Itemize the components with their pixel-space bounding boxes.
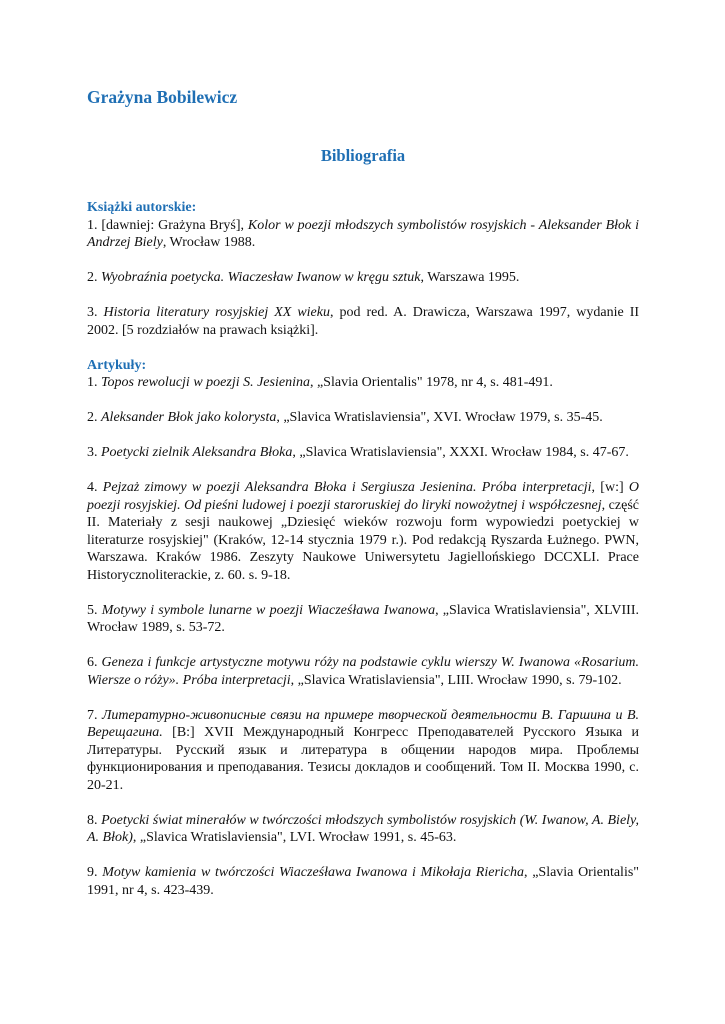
articles-heading: Artykuły: (87, 357, 147, 373)
articles-list (87, 374, 639, 899)
article-entry: 8. Poetycki świat minerałów w twórczości młodszych symbolistów rosyjskich (W. Iwanow, A. Biely, A. Błok), „Slavica Wratislaviensia", LVI. Wrocław 1991, s. 45-63. (87, 812, 639, 845)
book-entry: 2. Wyobraźnia poetycka. Wiaczesław Iwanow w kręgu sztuk, Warszawa 1995. (87, 270, 520, 285)
article-entry: 4. Pejzaż zimowy w poezji Aleksandra Błoka i Sergiusza Jesienina. Próba interpretacji, [w:] O poezji rosyjskiej. Od pieśni ludowej i poezji staroruskiej do liryki nowożytnej i współczesnej, część II. Materiały z sesji naukowej „Dziesięć wieków rozwoju form wypowiedzi poetyckiej w literaturze rosyjskiej" (Kraków, 12-14 stycznia 1979 r.). Pod redakcją Ryszarda Łużnego. PWN, Warszawa. Kraków 1986. Zeszyty Naukowe Uniwersytetu Jagiellońskiego DCCXLI. Prace Historycznoliterackie, z. 60. s. 9-18. (87, 480, 640, 583)
document-page (87, 86, 640, 898)
article-entry: 6. Geneza i funkcje artystyczne motywu róży na podstawie cyklu wierszy W. Iwanowa «Rosarium. Wiersze o róży». Próba interpretacji, „Slavica Wratislaviensia", LIII. Wrocław 1990, s. 79-102. (87, 655, 639, 688)
books-heading: Książki autorskie: (87, 200, 197, 215)
book-entry: 1. [dawniej: Grażyna Bryś], Kolor w poezji młodszych symbolistów rosyjskich - Aleksander Błok i Andrzej Biely, Wrocław 1988. (87, 217, 639, 250)
author-name: Grażyna Bobilewicz (87, 87, 238, 107)
book-entry: 3. Historia literatury rosyjskiej XX wieku, pod red. A. Drawicza, Warszawa 1997, wydanie II 2002. [5 rozdziałów na prawach książki]. (87, 305, 640, 338)
books-list (87, 217, 639, 340)
article-entry: 3. Poetycki zielnik Aleksandra Błoka, „Slavica Wratislaviensia", XXXI. Wrocław 1984, s. 47-67. (87, 445, 629, 460)
article-entry: 1. Topos rewolucji w poezji S. Jesienina, „Slavia Orientalis" 1978, nr 4, s. 481-491. (87, 375, 553, 390)
article-entry: 5. Motywy i symbole lunarne w poezji Wiacześława Iwanowa, „Slavica Wratislaviensia", XLVIII. Wrocław 1989, s. 53-72. (87, 602, 640, 635)
article-entry: 7. Литературно-живописные связи на примере творческой деятельности В. Гаршина и В. Верещагина. [В:] XVII Международный Конгресс Преподавателей Русского Языка и Литературы. Русский язык и литература в общении народов мира. Проблемы функционирования и преподавания. Тезисы докладов и сообщений. Том II. Москва 1990, с. 20-21. (87, 707, 640, 793)
bibliography-content (87, 199, 639, 917)
document-title: Bibliografia (320, 146, 406, 165)
article-entry: 9. Motyw kamienia w twórczości Wiacześława Iwanowa i Mikołaja Riericha, „Slavia Orientalis" 1991, nr 4, s. 423-439. (87, 865, 639, 898)
article-entry: 2. Aleksander Błok jako kolorysta, „Slavica Wratislaviensia", XVI. Wrocław 1979, s. 35-45. (87, 410, 603, 425)
